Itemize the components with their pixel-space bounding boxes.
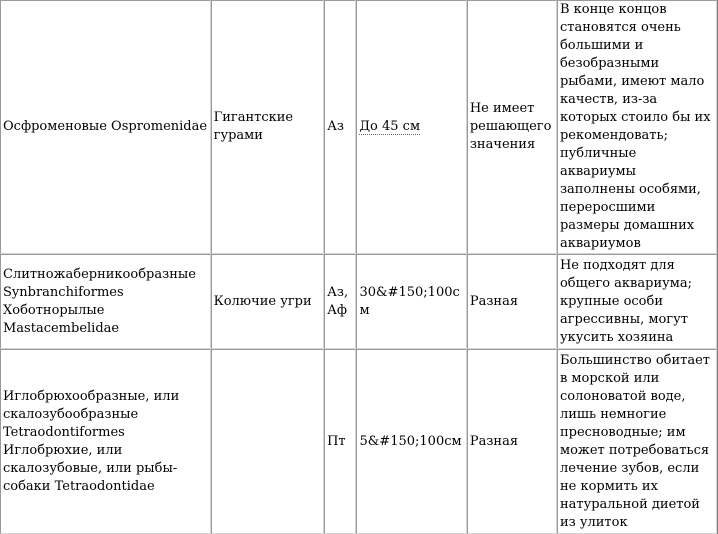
- family-cell: Иглобрюхообразные, или скалозубообразные Tetraodontiformes Иглобрюхие, или скалозубовые, или рыбы-собаки Tetraodontidae: [0, 349, 211, 534]
- water-cell: Не имеет решающего значения: [467, 0, 557, 254]
- region-cell: Аз: [324, 0, 356, 254]
- table-row: [0, 0, 717, 254]
- size-cell: 30&#150;100см: [356, 254, 466, 349]
- table-row: [0, 349, 717, 534]
- notes-cell: Большинство обитает в морской или солоноватой воде, лишь немногие пресноводные; им может потребоваться лечение зубов, если не кормить их натуральной диетой из улиток: [557, 349, 717, 534]
- notes-cell: Не подходят для общего аквариума; крупные особи агрессивны, могут укусить хозяина: [557, 254, 717, 349]
- common-name-cell: [211, 349, 324, 534]
- family-cell: Слитножаберникообразные Synbranchiformes Хоботнорылые Mastacembelidae: [0, 254, 211, 349]
- table-row: [0, 254, 717, 349]
- size-cell: [356, 0, 466, 254]
- water-cell: Разная: [467, 349, 557, 534]
- common-name-cell: Гигантские гурами: [211, 0, 324, 254]
- size-value: До 45 см: [359, 119, 421, 134]
- water-cell: Разная: [467, 254, 557, 349]
- size-cell: 5&#150;100см: [356, 349, 466, 534]
- region-cell: Аз, Аф: [324, 254, 356, 349]
- region-cell: Пт: [324, 349, 356, 534]
- family-cell: Осфроменовые Ospromenidae: [0, 0, 211, 254]
- notes-cell: В конце концов становятся очень большими и безобразными рыбами, имеют мало качеств, из-за которых стоило бы их рекомендовать; публичные аквариумы заполнены особями, переросшими размеры домашних аквариумов: [557, 0, 717, 254]
- common-name-cell: Колючие угри: [211, 254, 324, 349]
